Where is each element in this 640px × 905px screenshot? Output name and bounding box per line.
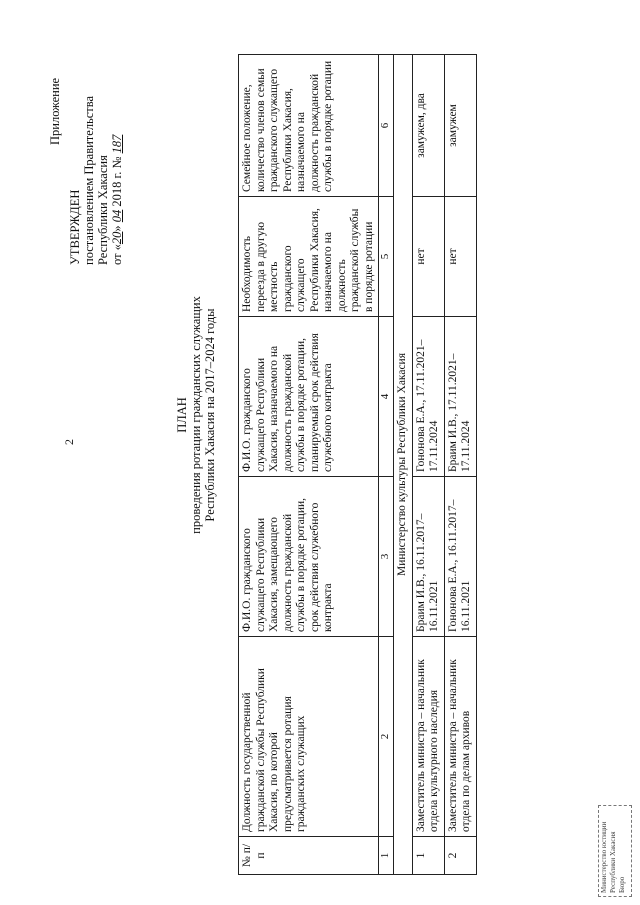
stamp-line-1: Министерство юстиции xyxy=(600,821,608,893)
table-row xyxy=(412,55,444,875)
row-family: замужем xyxy=(444,55,476,197)
date-mid: » xyxy=(110,225,124,232)
row-appointed: Гононова Е.А., 17.11.2021–17.11.2024 xyxy=(412,317,444,477)
date-month: 04 xyxy=(110,209,124,223)
date-day: 20 xyxy=(110,231,124,245)
stamp-line-2: Республики Хакасия xyxy=(609,831,617,893)
approved-heading: УТВЕРЖДЕН xyxy=(68,189,82,265)
header-num: № п/п xyxy=(239,837,379,875)
header-relocation: Необходимость переезда в другую местность гражданского служащего Республики Хакасия, назначаемого на должность гражданской службы в порядке ротации xyxy=(239,197,379,317)
approval-date-line xyxy=(110,96,124,265)
approval-line-2: Республики Хакасия xyxy=(96,155,110,265)
row-num: 1 xyxy=(412,837,444,875)
column-number-row xyxy=(379,55,394,875)
plan-subtitle-1: проведения ротации гражданских служащих xyxy=(189,296,203,534)
row-current: Браим И.В., 16.11.2017–16.11.2021 xyxy=(412,477,444,637)
header-current: Ф.И.О. гражданского служащего Республики Хакасия, замещающего должность гражданской службы в порядке ротации, срок действия служебного контракта xyxy=(239,477,379,637)
row-position: Заместитель министра – начальник отдела по делам архивов xyxy=(444,637,476,837)
stamp-line-3: Бюро xyxy=(618,876,626,893)
section-row xyxy=(393,55,412,875)
col-number: 5 xyxy=(379,197,394,317)
appendix-label: Приложение xyxy=(48,77,62,145)
col-number: 1 xyxy=(379,837,394,875)
col-number: 6 xyxy=(379,55,394,197)
row-relocation: нет xyxy=(444,197,476,317)
plan-title-block xyxy=(175,185,217,645)
header-appointed: Ф.И.О. гражданского служащего Республики Хакасия, назначаемого на должность гражданской службы в порядке ротации, планируемый срок действия служебного контракта xyxy=(239,317,379,477)
table-header-row xyxy=(239,55,379,875)
rotation-table xyxy=(238,54,477,875)
row-position: Заместитель министра – начальник отдела культурного наследия xyxy=(412,637,444,837)
plan-title: ПЛАН xyxy=(175,397,189,433)
page-number: 2 xyxy=(62,439,76,445)
decree-number: 187 xyxy=(110,134,124,154)
approval-title xyxy=(68,96,124,265)
row-num: 2 xyxy=(444,837,476,875)
date-year: 2018 г. № xyxy=(110,156,124,207)
date-prefix: от « xyxy=(110,244,124,265)
approval-line-1: постановлением Правительства xyxy=(82,95,96,265)
col-number: 3 xyxy=(379,477,394,637)
col-number: 4 xyxy=(379,317,394,477)
registry-stamp xyxy=(598,805,632,897)
header-family: Семейное положение, количество членов семьи гражданского служащего Республики Хакасия, назначаемого на должность гражданской службы в порядке ротации xyxy=(239,55,379,197)
table-row xyxy=(444,55,476,875)
plan-subtitle-2: Республики Хакасия на 2017–2024 годы xyxy=(203,308,217,522)
row-current: Гононова Е.А., 16.11.2017–16.11.2021 xyxy=(444,477,476,637)
row-appointed: Браим И.В., 17.11.2021–17.11.2024 xyxy=(444,317,476,477)
section-title: Министерство культуры Республики Хакасия xyxy=(393,55,412,875)
row-family: замужем, два xyxy=(412,55,444,197)
header-position: Должность государственной гражданской службы Республики Хакасия, по которой предусматривается ротация гражданских служащих xyxy=(239,637,379,837)
col-number: 2 xyxy=(379,637,394,837)
row-relocation: нет xyxy=(412,197,444,317)
